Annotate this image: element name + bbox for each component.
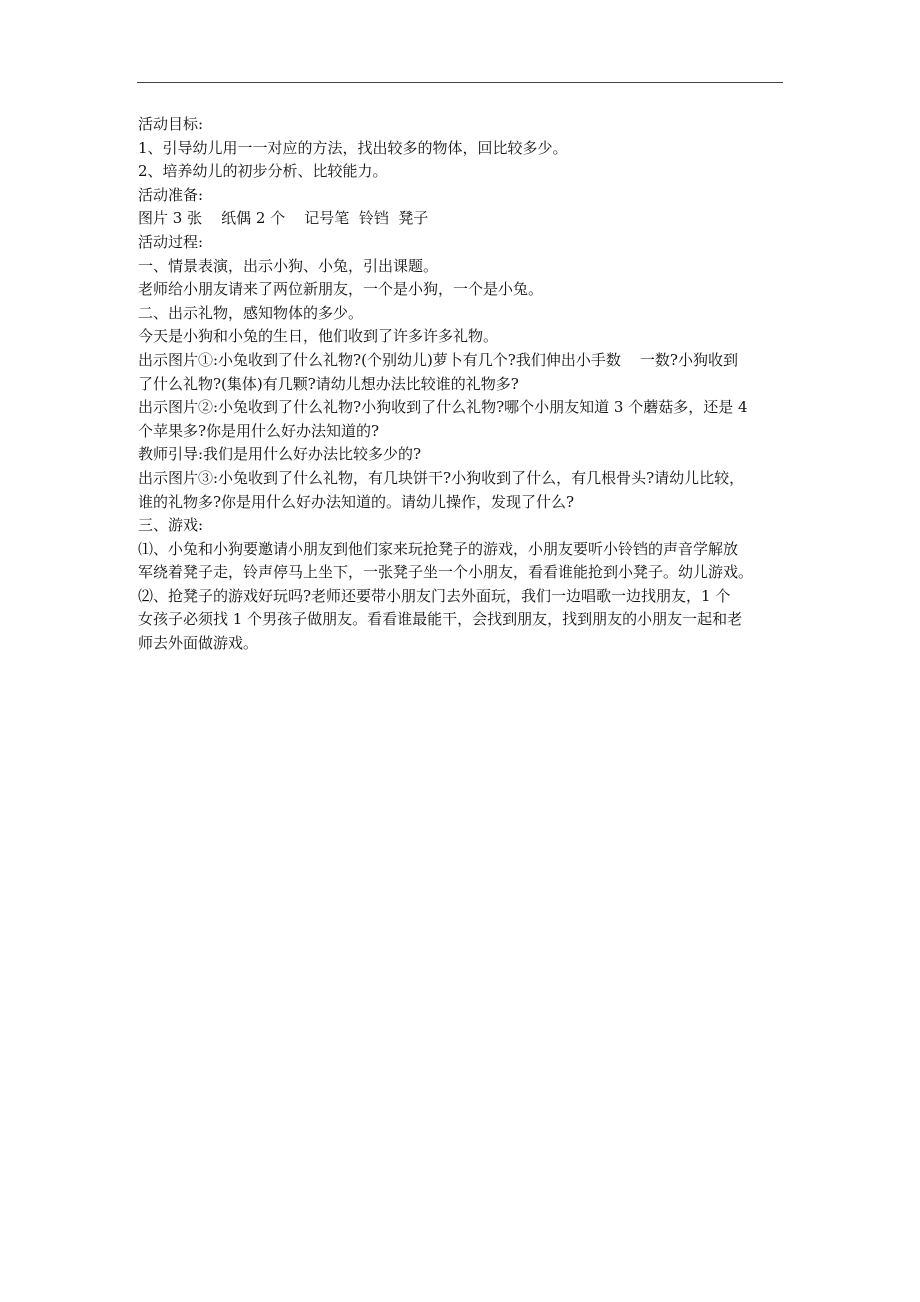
section-heading-preparation: 活动准备:	[138, 185, 204, 204]
text-line: 一、情景表演，出示小狗、小兔，引出课题。	[138, 256, 439, 275]
text-line: 图片 3 张 纸偶 2 个 记号笔 铃铛 凳子	[138, 209, 429, 228]
text-line: 2、培养幼儿的初步分析、比较能力。	[138, 162, 388, 181]
text-line: 出示图片②:小兔收到了什么礼物?小狗收到了什么礼物?哪个小朋友知道 3 个蘑菇多，还是 4	[138, 398, 748, 417]
text-line: 1、引导幼儿用一一对应的方法，找出较多的物体，回比较多少。	[138, 138, 568, 157]
header-rule	[137, 82, 783, 83]
text-line: 军绕着凳子走，铃声停马上坐下，一张凳子坐一个小朋友，看看谁能抢到小凳子。幼儿游戏。	[138, 563, 754, 582]
section-heading-goals: 活动目标:	[138, 115, 204, 133]
text-line: 谁的礼物多?你是用什么好办法知道的。请幼儿操作，发现了什么?	[138, 492, 575, 511]
text-line: 教师引导:我们是用什么好办法比较多少的?	[138, 445, 422, 464]
document-body	[138, 113, 790, 656]
text-line: 出示图片①:小兔收到了什么礼物?(个别幼儿)萝卜有几个?我们伸出小手数 一数?小狗收到	[138, 350, 738, 369]
text-line: 老师给小朋友请来了两位新朋友，一个是小狗，一个是小兔。	[138, 280, 544, 299]
text-line: 二、出示礼物，感知物体的多少。	[138, 303, 364, 322]
text-line: 出示图片③:小兔收到了什么礼物，有几块饼干?小狗收到了什么，有几根骨头?请幼儿比较，	[138, 468, 745, 487]
text-line: 个苹果多?你是用什么好办法知道的?	[138, 421, 380, 440]
text-line: 今天是小狗和小兔的生日，他们收到了许多许多礼物。	[138, 327, 499, 346]
text-line: 女孩子必须找 1 个男孩子做朋友。看看谁最能干，会找到朋友，找到朋友的小朋友一起和老	[138, 610, 743, 629]
section-heading-game: 三、游戏:	[138, 516, 204, 535]
text-line: 师去外面做游戏。	[138, 634, 259, 653]
text-line: ⑴、小兔和小狗要邀请小朋友到他们家来玩抢凳子的游戏，小朋友要听小铃铛的声音学解放	[138, 539, 739, 558]
section-heading-process: 活动过程:	[138, 232, 204, 251]
text-line: ⑵、抢凳子的游戏好玩吗?老师还要带小朋友门去外面玩，我们一边唱歌一边找朋友，1 个	[138, 586, 731, 605]
text-line: 了什么礼物?(集体)有几颗?请幼儿想办法比较谁的礼物多?	[138, 374, 519, 393]
